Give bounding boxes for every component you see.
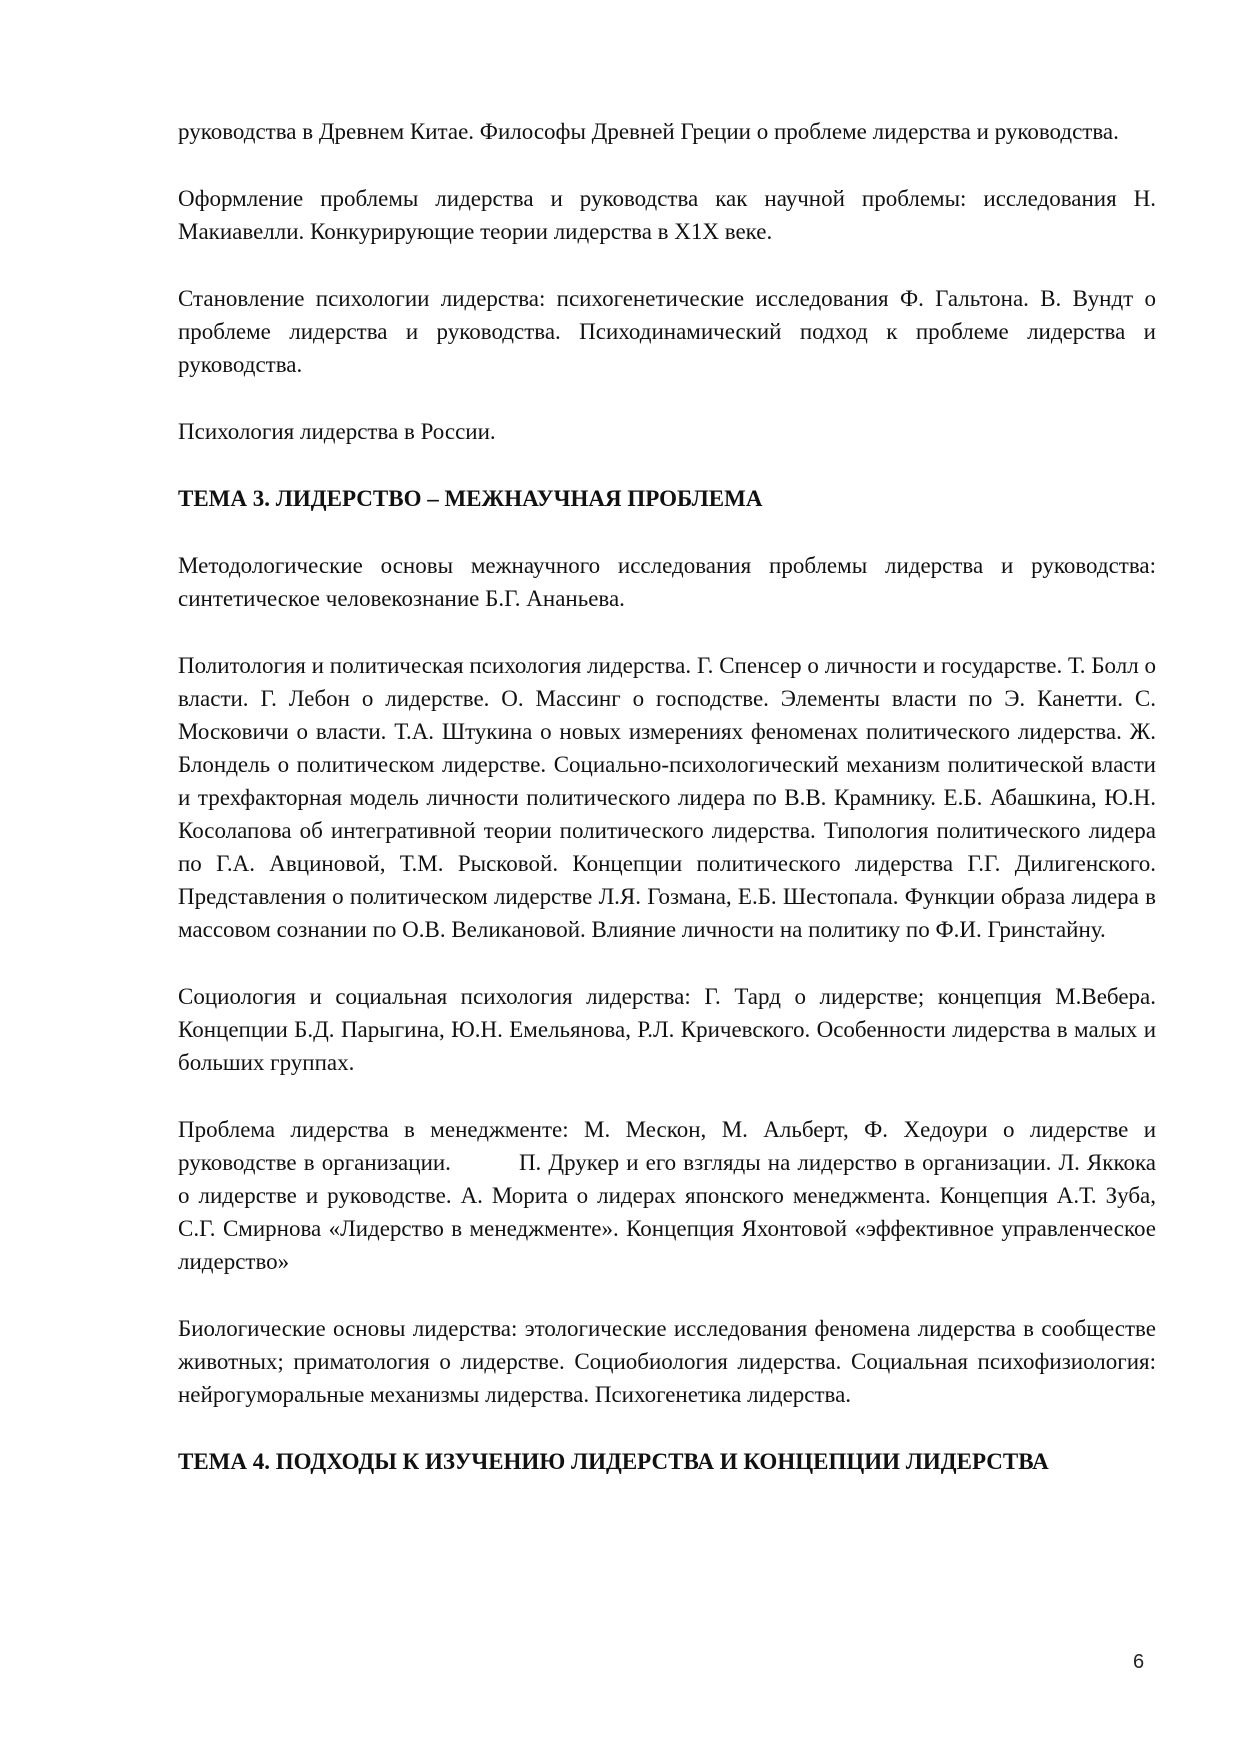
topic-4-heading: ТЕМА 4. ПОДХОДЫ К ИЗУЧЕНИЮ ЛИДЕРСТВА И КОНЦЕПЦИИ ЛИДЕРСТВА [178,1449,1049,1474]
paragraph-machiavelli: Оформление проблемы лидерства и руководства как научной проблемы: исследования Н. Макиавелли. Конкурирующие теории лидерства в X1X веке. [178,186,1156,244]
paragraph-management [178,1113,1156,1278]
management-text-part2: П. Друкер и его взгляды на лидерство в организации. Л. Яккока о лидерстве и руководстве. А. Морита о лидерах японского менеджмента. Концепция А.Т. Зуба, С.Г. Смирнова «Лидерство в менеджменте». Концепция Яхонтовой «эффективное управленческое лидерство» [178,1150,1156,1274]
paragraph-methodology: Методологические основы межнаучного исследования проблемы лидерства и руководства: синтетическое человекознание Б.Г. Ананьева. [178,553,1156,611]
document-body [178,115,1156,1512]
paragraph-political-psychology: Политология и политическая психология лидерства. Г. Спенсер о личности и государстве. Т. Болл о власти. Г. Лебон о лидерстве. О. Массинг о господстве. Элементы власти по Э. Канетти. С. Московичи о власти. Т.А. Штукина о новых измерениях феноменах политического лидерства. Ж. Блондель о политическом лидерстве. Социально-психологический механизм политической власти и трехфакторная модель личности политического лидера по В.В. Крамнику. Е.Б. Абашкина, Ю.Н. Косолапова об интегративной теории политического лидерства. Типология политического лидера по Г.А. Авциновой, Т.М. Рысковой. Концепции политического лидерства Г.Г. Дилигенского. Представления о политическом лидерстве Л.Я. Гозмана, Е.Б. Шестопала. Функции образа лидера в массовом сознании по О.В. Великановой. Влияние личности на политику по Ф.И. Гринстайну. [178,653,1156,942]
paragraph-russia: Психология лидерства в России. [178,419,496,444]
management-text-part1: Проблема лидерства в менеджменте: М. Мескон, М. Альберт, Ф. Хедоури о лидерстве и руководстве в организации. [178,1117,1156,1175]
paragraph-sociology: Социология и социальная психология лидерства: Г. Тард о лидерстве; концепция М.Вебера. Концепции Б.Д. Парыгина, Ю.Н. Емельянова, Р.Л. Кричевского. Особенности лидерства в малых и больших группах. [178,984,1156,1075]
paragraph-psychology-formation: Становление психологии лидерства: психогенетические исследования Ф. Гальтона. В. Вундт о проблеме лидерства и руководства. Психодинамический подход к проблеме лидерства и руководства. [178,286,1156,377]
paragraph-biology: Биологические основы лидерства: этологические исследования феномена лидерства в сообществе животных; приматология о лидерстве. Социобиология лидерства. Социальная психофизиология: нейрогуморальные механизмы лидерства. Психогенетика лидерства. [178,1316,1156,1407]
page-number: 6 [1133,1651,1145,1673]
paragraph-ancient-china-greece: руководства в Древнем Китае. Философы Древней Греции о проблеме лидерства и руководства. [178,119,1119,144]
topic-3-heading: ТЕМА 3. ЛИДЕРСТВО – МЕЖНАУЧНАЯ ПРОБЛЕМА [178,486,763,511]
